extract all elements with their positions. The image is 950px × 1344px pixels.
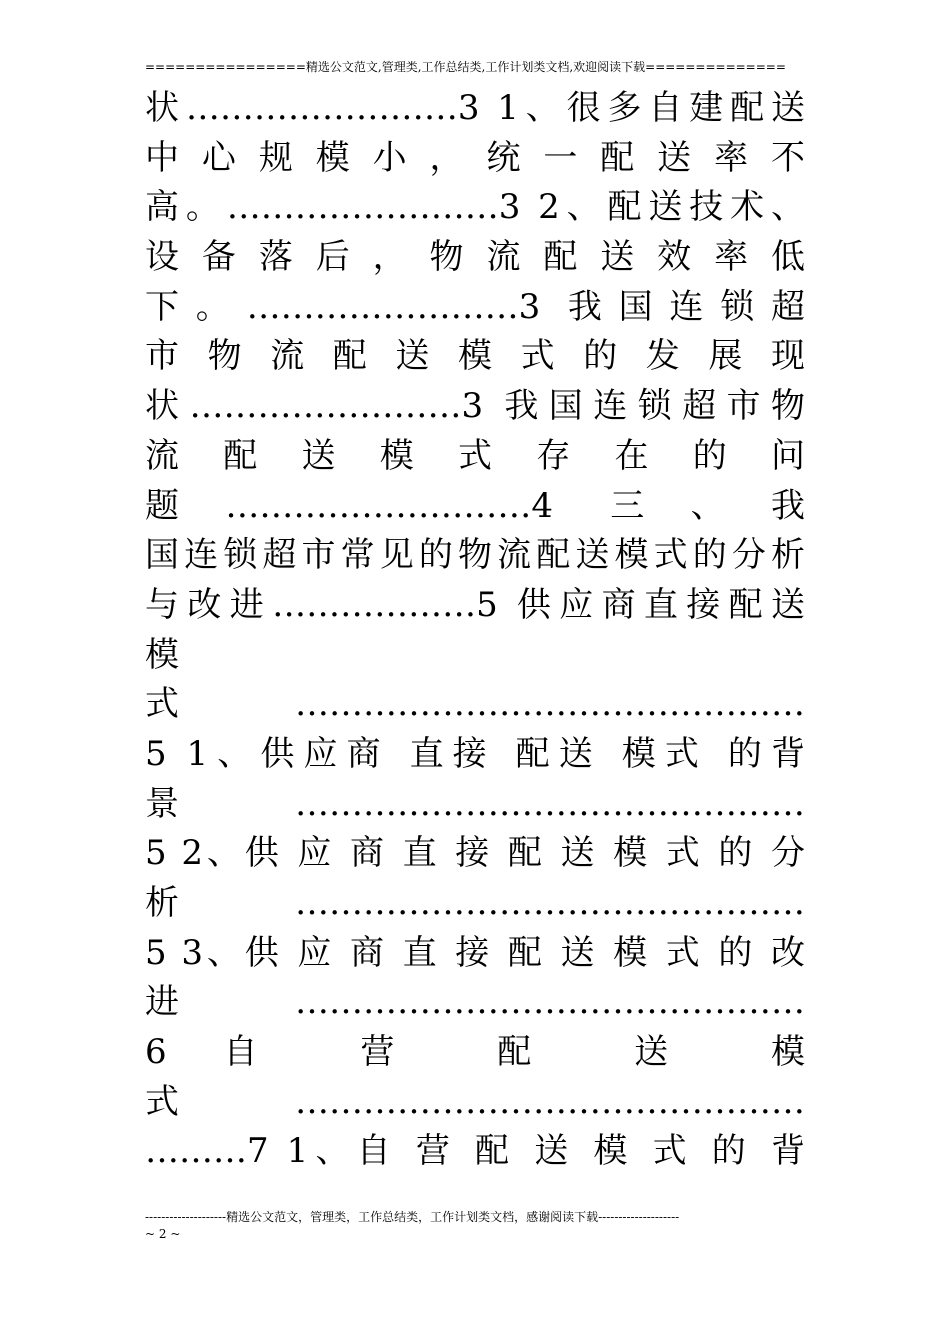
- toc-line-17: 析………………………………………: [145, 883, 805, 923]
- toc-line-1: 状……………………3 1、很多自建配送: [145, 88, 805, 128]
- toc-line-22: ………7 1、自 营 配 送 模 式 的 背: [145, 1131, 805, 1172]
- toc-line-10: 国连锁超市常见的物流配送模式的分析: [145, 535, 805, 576]
- toc-line-18: 5 3、供 应 商 直 接 配 送 模 式 的 改: [145, 932, 805, 973]
- toc-line-11: 与改进………………5 供应商直接配送: [145, 584, 805, 625]
- toc-line-4: 设 备 落 后 ， 物 流 配 送 效 率 低: [145, 237, 805, 278]
- toc-body: [145, 84, 805, 1177]
- toc-line-9: 题………………………4 三、我: [145, 485, 805, 526]
- toc-line-21: 式………………………………………: [145, 1081, 805, 1122]
- toc-line-5: 下。……………………3 我国连锁超: [145, 286, 805, 327]
- page-footer: --------------------精选公文范文，管理类，工作总结类，工作计划类文档，感谢阅读下载--------------------: [145, 1210, 680, 1224]
- toc-line-8: 流 配 送 模 式 存 在 的 问: [145, 435, 805, 476]
- toc-line-13: 式………………………………………: [145, 684, 805, 725]
- toc-line-3: 高。……………………3 2、配送技术、: [145, 187, 805, 228]
- toc-line-12: 模: [145, 634, 179, 675]
- page-number: ~ 2 ~: [145, 1227, 181, 1241]
- page-header: ================精选公文范文,管理类,工作总结类,工作计划类文档,欢迎阅读下载==============: [145, 60, 786, 74]
- toc-line-6: 市 物 流 配 送 模 式 的 发 展 现: [145, 336, 805, 377]
- toc-line-14: 5 1、供应商 直接 配送 模式 的背: [145, 733, 805, 774]
- toc-line-20: 6 自 营 配 送 模: [145, 1032, 805, 1073]
- toc-line-2: 中 心 规 模 小 ， 统 一 配 送 率 不: [145, 137, 805, 178]
- toc-line-15: 景………………………………………: [145, 783, 805, 824]
- toc-line-16: 5 2、供 应 商 直 接 配 送 模 式 的 分: [145, 833, 805, 874]
- toc-line-19: 进………………………………………: [145, 982, 805, 1023]
- toc-line-7: 状……………………3 我国连锁超市物: [145, 386, 805, 427]
